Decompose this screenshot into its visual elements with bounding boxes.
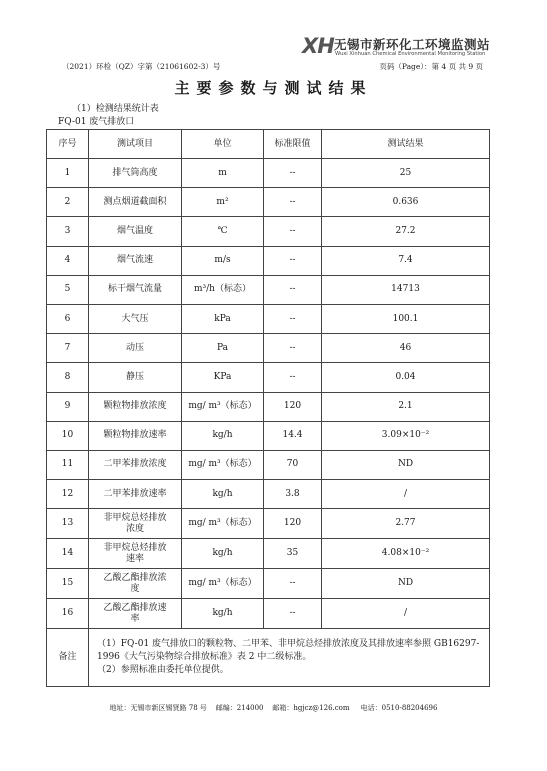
- cell-item: 非甲烷总烃排放浓度: [89, 509, 182, 539]
- cell-no: 15: [47, 569, 89, 599]
- header-result: 测试结果: [322, 130, 490, 159]
- table-row: [47, 421, 490, 450]
- cell-unit: kPa: [182, 304, 264, 333]
- cell-result: ND: [322, 569, 490, 599]
- header-item: 测试项目: [89, 130, 182, 159]
- cell-limit: --: [264, 363, 322, 392]
- cell-no: 7: [47, 334, 89, 363]
- table-row: [47, 159, 490, 188]
- page-title: 主要参数与测试结果: [174, 79, 373, 97]
- cell-unit: Pa: [182, 334, 264, 363]
- cell-result: 4.08×10⁻²: [322, 539, 490, 569]
- cell-unit: kg/h: [182, 539, 264, 569]
- cell-no: 11: [47, 450, 89, 479]
- cell-unit: kg/h: [182, 421, 264, 450]
- cell-no: 1: [47, 159, 89, 188]
- cell-unit: kg/h: [182, 480, 264, 509]
- cell-item: 动压: [89, 334, 182, 363]
- table-row: [47, 246, 490, 275]
- cell-limit: 70: [264, 450, 322, 479]
- table-row: [47, 480, 490, 509]
- cell-unit: mg/ m³（标态）: [182, 569, 264, 599]
- cell-no: 9: [47, 392, 89, 421]
- cell-result: 7.4: [322, 246, 490, 275]
- cell-no: 14: [47, 539, 89, 569]
- remark-1: （1）FQ-01 废气排放口的颗粒物、二甲苯、非甲烷总烃排放浓度及其排放速率参照 GB16297-1996《大气污染物综合排放标准》表 2 中二级标准。: [97, 639, 480, 663]
- cell-item: 二甲苯排放浓度: [89, 450, 182, 479]
- cell-limit: --: [264, 304, 322, 333]
- cell-result: 2.1: [322, 392, 490, 421]
- cell-no: 8: [47, 363, 89, 392]
- header-limit: 标准限值: [264, 130, 322, 159]
- cell-result: 46: [322, 334, 490, 363]
- cell-unit: m³/h（标态）: [182, 275, 264, 304]
- remark-2: （2）参照标准由委托单位提供。: [97, 665, 229, 676]
- table-row: [47, 569, 490, 599]
- footer-contact: 地址：无锡市新区锡贤路 78 号 邮编：214000 邮箱：hgjcz@126.com 电话：0510-88204696: [109, 704, 438, 712]
- cell-item: 颗粒物排放浓度: [89, 392, 182, 421]
- table-header-row: [47, 130, 490, 159]
- cell-unit: ℃: [182, 217, 264, 246]
- cell-item: 烟气温度: [89, 217, 182, 246]
- cell-no: 13: [47, 509, 89, 539]
- cell-limit: --: [264, 569, 322, 599]
- cell-item: 乙酸乙酯排放速率: [89, 599, 182, 629]
- cell-result: 3.09×10⁻²: [322, 421, 490, 450]
- remark-row: [47, 629, 490, 687]
- cell-limit: --: [264, 275, 322, 304]
- cell-limit: 120: [264, 509, 322, 539]
- table-row: [47, 509, 490, 539]
- results-table: [46, 129, 490, 687]
- table-row: [47, 363, 490, 392]
- cell-limit: --: [264, 246, 322, 275]
- cell-result: /: [322, 599, 490, 629]
- cell-result: 0.636: [322, 188, 490, 217]
- outlet-label: FQ-01 废气排放口: [58, 117, 135, 127]
- cell-unit: m/s: [182, 246, 264, 275]
- table-row: [47, 334, 490, 363]
- cell-result: 27.2: [322, 217, 490, 246]
- cell-limit: 14.4: [264, 421, 322, 450]
- cell-item: 排气筒高度: [89, 159, 182, 188]
- table-row: [47, 599, 490, 629]
- cell-no: 5: [47, 275, 89, 304]
- cell-limit: --: [264, 159, 322, 188]
- cell-unit: mg/ m³（标态）: [182, 509, 264, 539]
- table-row: [47, 188, 490, 217]
- table-row: [47, 450, 490, 479]
- cell-unit: mg/ m³（标态）: [182, 450, 264, 479]
- cell-limit: 35: [264, 539, 322, 569]
- cell-limit: 3.8: [264, 480, 322, 509]
- remark-label: 备注: [47, 629, 89, 687]
- cell-no: 16: [47, 599, 89, 629]
- cell-no: 10: [47, 421, 89, 450]
- page-info: 页码（Page）：第 4 页 共 9 页: [379, 62, 483, 71]
- report-number: （2021）环检（QZ）字第（21061602-3）号: [62, 62, 221, 71]
- remark-text: [89, 629, 490, 687]
- cell-result: 100.1: [322, 304, 490, 333]
- cell-item: 非甲烷总烃排放速率: [89, 539, 182, 569]
- logo-mark: XH: [302, 34, 334, 58]
- cell-limit: 120: [264, 392, 322, 421]
- cell-no: 12: [47, 480, 89, 509]
- company-name-en: Wuxi Xinhuan Chemical Environmental Monitoring Station: [335, 51, 486, 57]
- cell-unit: kg/h: [182, 599, 264, 629]
- company-logo: [302, 34, 492, 64]
- cell-result: 14713: [322, 275, 490, 304]
- table-row: [47, 392, 490, 421]
- table-body: [47, 159, 490, 629]
- company-name-cn: 无锡市新环化工环境监测站: [334, 37, 491, 52]
- table-row: [47, 217, 490, 246]
- cell-item: 测点烟道截面积: [89, 188, 182, 217]
- cell-item: 烟气流速: [89, 246, 182, 275]
- cell-unit: mg/ m³（标态）: [182, 392, 264, 421]
- cell-result: 0.04: [322, 363, 490, 392]
- cell-limit: --: [264, 334, 322, 363]
- cell-no: 4: [47, 246, 89, 275]
- table-row: [47, 275, 490, 304]
- section-heading: （1）检测结果统计表: [72, 104, 159, 114]
- cell-no: 3: [47, 217, 89, 246]
- cell-item: 标干烟气流量: [89, 275, 182, 304]
- cell-result: /: [322, 480, 490, 509]
- header-unit: 单位: [182, 130, 264, 159]
- cell-no: 2: [47, 188, 89, 217]
- cell-item: 乙酸乙酯排放浓度: [89, 569, 182, 599]
- cell-item: 大气压: [89, 304, 182, 333]
- cell-item: 颗粒物排放速率: [89, 421, 182, 450]
- table-row: [47, 539, 490, 569]
- cell-result: 2.77: [322, 509, 490, 539]
- cell-limit: --: [264, 217, 322, 246]
- cell-result: 25: [322, 159, 490, 188]
- cell-item: 静压: [89, 363, 182, 392]
- header-no: 序号: [47, 130, 89, 159]
- cell-limit: --: [264, 599, 322, 629]
- cell-no: 6: [47, 304, 89, 333]
- cell-unit: m: [182, 159, 264, 188]
- cell-unit: m²: [182, 188, 264, 217]
- cell-result: ND: [322, 450, 490, 479]
- cell-limit: --: [264, 188, 322, 217]
- cell-unit: KPa: [182, 363, 264, 392]
- table-row: [47, 304, 490, 333]
- cell-item: 二甲苯排放速率: [89, 480, 182, 509]
